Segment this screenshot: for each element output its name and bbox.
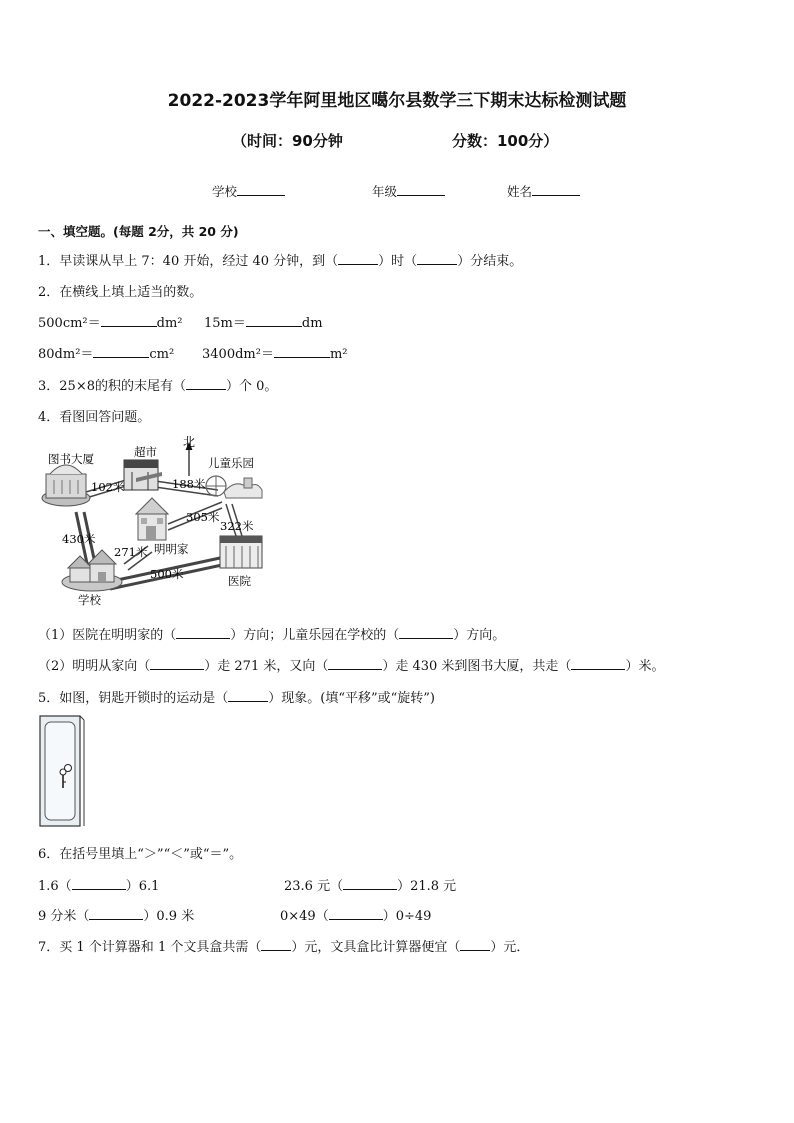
park-icon xyxy=(206,476,262,498)
q2-r2b-blank[interactable] xyxy=(274,345,330,358)
q1-blank-minute[interactable] xyxy=(417,252,457,265)
q4-p2-blank-1[interactable] xyxy=(150,657,204,670)
q2-r1a-blank[interactable] xyxy=(101,314,157,327)
q4-p1-blank-1[interactable] xyxy=(176,626,230,639)
q4-p2-text-d: ）米。 xyxy=(625,659,665,674)
home-label: 明明家 xyxy=(154,542,189,556)
q6-r2a-blank[interactable] xyxy=(89,907,143,920)
distance-home-park: 305米 xyxy=(186,510,220,524)
q6-r1b-text: 23.6 元（ xyxy=(284,879,344,894)
distance-park-hospital: 322米 xyxy=(220,519,254,533)
q5-text-b: ）现象。(填“平移”或“旋转”) xyxy=(268,691,436,706)
q6-r1b-blank[interactable] xyxy=(343,877,397,890)
q2-r2a-unit: cm² xyxy=(149,347,175,362)
supermarket-label: 超市 xyxy=(134,445,157,459)
question-6: 6．在括号里填上“＞”“＜”或“＝”。 xyxy=(38,847,243,862)
grade-blank[interactable] xyxy=(397,183,445,196)
distance-library-supermarket: 102米 xyxy=(91,480,125,494)
section-heading: 一、填空题。(每题 2分，共 20 分) xyxy=(38,224,239,239)
q2-r1a-text: 500cm²＝ xyxy=(38,316,101,331)
q4-p1-blank-2[interactable] xyxy=(399,626,453,639)
name-label: 姓名 xyxy=(507,184,533,199)
q5-blank[interactable] xyxy=(228,689,268,702)
q6-r1b-text-2: ）21.8 元 xyxy=(397,879,457,894)
question-3 xyxy=(38,375,277,394)
q2-r2b-text: 3400dm²＝ xyxy=(202,347,274,362)
q6-r2b-text: 0×49（ xyxy=(280,909,329,924)
hospital-label: 医院 xyxy=(228,574,251,588)
q2-row-1b xyxy=(204,312,323,331)
supermarket-building-icon xyxy=(124,460,162,490)
q3-text-a: 3．25×8的积的末尾有（ xyxy=(38,379,186,394)
q3-blank[interactable] xyxy=(186,377,226,390)
q1-text-c: ）分结束。 xyxy=(457,254,523,269)
q7-blank-2[interactable] xyxy=(460,938,490,951)
q4-p1-text-a: （1）医院在明明家的（ xyxy=(38,628,177,643)
question-1 xyxy=(38,250,522,269)
q2-r1b-blank[interactable] xyxy=(246,314,302,327)
q6-r1a-blank[interactable] xyxy=(72,877,126,890)
q6-r2a-text: 9 分米（ xyxy=(38,909,90,924)
q1-text-a: 早读课从早上 7：40 开始，经过 40 分钟，到（ xyxy=(59,254,339,269)
q4-part-2 xyxy=(38,655,664,674)
library-building-icon xyxy=(42,465,90,506)
question-7 xyxy=(38,936,529,955)
page-title: 2022-2023学年阿里地区噶尔县数学三下期末达标检测试题 xyxy=(167,91,627,111)
q4-p1-text-b: ）方向；儿童乐园在学校的（ xyxy=(230,628,400,643)
q1-number: 1． xyxy=(38,254,60,269)
q2-row-1a xyxy=(38,312,183,331)
distance-school-hospital: 500米 xyxy=(150,567,184,581)
q7-text-b: ）元，文具盒比计算器便宜（ xyxy=(291,940,461,955)
q6-r2a-text-2: ）0.9 米 xyxy=(143,909,195,924)
school-label: 学校 xyxy=(212,184,238,199)
grade-label: 年级 xyxy=(372,184,398,199)
q6-row-2a xyxy=(38,905,194,924)
q2-r1b-text: 15m＝ xyxy=(204,316,246,331)
hospital-building-icon xyxy=(220,536,262,568)
q2-r2b-unit: m² xyxy=(329,347,348,362)
q1-text-b: ）时（ xyxy=(378,254,418,269)
q2-row-2a xyxy=(38,343,174,362)
q6-row-2b xyxy=(280,905,431,924)
q4-p2-blank-2[interactable] xyxy=(328,657,382,670)
q2-row-2b xyxy=(202,343,348,362)
q6-r2b-text-2: ）0÷49 xyxy=(382,909,432,924)
q4-p2-text-b: ）走 271 米，又向（ xyxy=(204,659,329,674)
q3-text-b: ）个 0。 xyxy=(225,379,278,394)
q2-r1b-unit: dm xyxy=(301,316,323,331)
home-building-icon xyxy=(136,498,168,540)
q4-p2-text-a: （2）明明从家向（ xyxy=(38,659,151,674)
q6-row-1b xyxy=(284,875,456,894)
question-5 xyxy=(38,687,435,706)
q2-r2a-text: 80dm²＝ xyxy=(38,347,94,362)
q6-r2b-blank[interactable] xyxy=(329,907,383,920)
q7-blank-1[interactable] xyxy=(261,938,291,951)
q4-p2-blank-3[interactable] xyxy=(571,657,625,670)
q1-blank-hour[interactable] xyxy=(338,252,378,265)
school-blank[interactable] xyxy=(237,183,285,196)
q2-r1a-unit: dm² xyxy=(156,316,183,331)
name-blank[interactable] xyxy=(532,183,580,196)
north-label: 北 xyxy=(183,435,196,449)
q7-text-a: 7．买 1 个计算器和 1 个文具盒共需（ xyxy=(38,940,262,955)
school-field[interactable] xyxy=(212,182,285,200)
q2-r2a-blank[interactable] xyxy=(93,345,149,358)
q6-r1a-text-2: ）6.1 xyxy=(125,879,160,894)
school-label: 学校 xyxy=(78,593,101,607)
q4-p1-text-c: ）方向。 xyxy=(453,628,506,643)
q6-r1a-text: 1.6（ xyxy=(38,879,72,894)
name-field[interactable] xyxy=(507,182,580,200)
exam-time: （时间：90分钟 xyxy=(232,132,343,150)
question-2: 2．在横线上填上适当的数。 xyxy=(38,285,203,300)
q4-part-1 xyxy=(38,624,505,643)
grade-field[interactable] xyxy=(372,182,445,200)
library-label: 图书大厦 xyxy=(48,452,94,466)
q5-text-a: 5．如图，钥匙开锁时的运动是（ xyxy=(38,691,229,706)
q7-text-c: ）元． xyxy=(490,940,530,955)
map-figure xyxy=(36,432,276,610)
q4-p2-text-c: ）走 430 米到图书大厦，共走（ xyxy=(382,659,572,674)
exam-score: 分数：100分） xyxy=(452,132,559,150)
question-4: 4．看图回答问题。 xyxy=(38,410,151,425)
distance-home-school: 271米 xyxy=(114,545,148,559)
distance-supermarket-park: 188米 xyxy=(172,477,206,491)
q6-row-1a xyxy=(38,875,159,894)
park-label: 儿童乐园 xyxy=(208,456,254,470)
door-key-figure xyxy=(36,712,86,830)
distance-library-school: 430米 xyxy=(62,532,96,546)
